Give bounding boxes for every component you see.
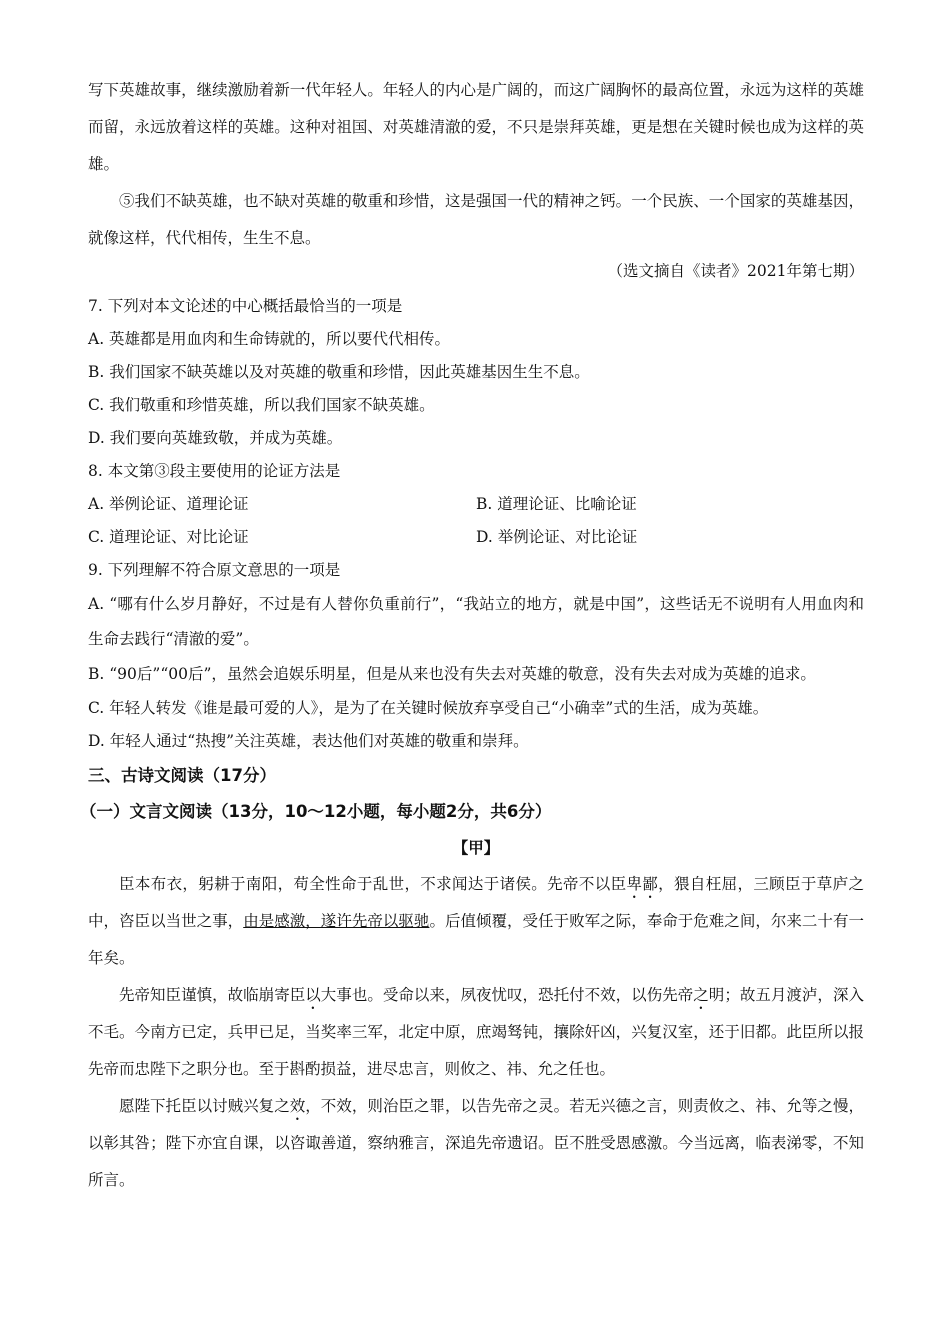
question-9-stem: 9. 下列理解不符合原文意思的一项是 bbox=[88, 561, 341, 579]
question-9-option-b: B. “90后”“00后”，虽然会追娱乐明星，但是从来也没有失去对英雄的敬意，没有失去对成为英雄的追求。 bbox=[88, 665, 816, 683]
classical-p2-part-c: 明；故五月渡泸，深入不毛。今南方已定，兵甲已足，当奖率三军，北定中原，庶竭驽钝，攘除奸凶，兴复汉室，还于旧都。此臣所以报先帝而忠陛下之职分也。至于斟酌损益，进尽忠言，则攸之、祎、允之任也。 bbox=[88, 986, 864, 1078]
section-3-title: 三、古诗文阅读（17分） bbox=[88, 766, 276, 785]
passage-source: （选文摘自《读者》2021年第七期） bbox=[607, 262, 864, 280]
classical-text bbox=[88, 866, 864, 1199]
emphasis-word-yi: 以 bbox=[305, 986, 321, 1004]
classical-paragraph-3 bbox=[88, 1088, 864, 1199]
question-7 bbox=[88, 290, 864, 455]
classical-p1-part-c: 。后值倾覆，受任于败军之际，奉命于危难之间，尔来二十有一年矣。 bbox=[88, 912, 864, 967]
question-8-option-d: D. 举例论证、对比论证 bbox=[476, 528, 638, 546]
question-9-option-a: A. “哪有什么岁月静好，不过是有人替你负重前行”，“我站立的地方，就是中国”，这些话无不说明有人用血肉和生命去践行“清澈的爱”。 bbox=[88, 595, 864, 648]
question-8-options-row-1 bbox=[88, 488, 864, 521]
question-7-option-d: D. 我们要向英雄致敬，并成为英雄。 bbox=[88, 429, 343, 447]
question-9-option-d: D. 年轻人通过“热搜”关注英雄，表达他们对英雄的敬重和崇拜。 bbox=[88, 732, 529, 750]
question-7-stem: 7. 下列对本文论述的中心概括最恰当的一项是 bbox=[88, 297, 403, 315]
question-7-option-b: B. 我们国家不缺英雄以及对英雄的敬重和珍惜，因此英雄基因生生不息。 bbox=[88, 363, 590, 381]
question-8-options-row-2 bbox=[88, 521, 864, 554]
question-7-option-a: A. 英雄都是用血肉和生命铸就的，所以要代代相传。 bbox=[88, 330, 451, 348]
emphasis-word-zhi: 之 bbox=[693, 986, 709, 1004]
question-8-option-b: B. 道理论证、比喻论证 bbox=[476, 495, 637, 513]
section-3-subtitle: （一）文言文阅读（13分，10～12小题，每小题2分，共6分） bbox=[80, 802, 552, 821]
question-8-option-c: C. 道理论证、对比论证 bbox=[88, 528, 249, 546]
question-8 bbox=[88, 455, 864, 554]
classical-p1-part-b: ，猥自枉屈，三顾臣于草庐之中，咨臣以当世之事， bbox=[88, 875, 864, 930]
emphasis-word-xiao: 效 bbox=[289, 1097, 306, 1115]
underlined-sentence: 由是感激，遂许先帝以驱驰 bbox=[243, 912, 430, 930]
question-8-stem: 8. 本文第③段主要使用的论证方法是 bbox=[88, 462, 341, 480]
classical-p2-part-b: 大事也。受命以来，夙夜忧叹，恐托付不效，以伤先帝 bbox=[320, 986, 694, 1004]
classical-paragraph-2 bbox=[88, 977, 864, 1088]
classical-p1-part-a: 臣本布衣，躬耕于南阳，苟全性命于乱世，不求闻达于诸侯。先帝不以臣 bbox=[119, 875, 627, 893]
classical-p3-part-a: 愿陛下托臣以讨贼兴复之 bbox=[119, 1097, 290, 1115]
classical-p3-part-b: ，不效，则治臣之罪，以告先帝之灵。若无兴德之言，则责攸之、祎、允等之慢，以彰其咎；陛下亦宜自课，以咨诹善道，察纳雅言，深追先帝遗诏。臣不胜受恩感激。今当远离，临表涕零，不知所言。 bbox=[88, 1097, 864, 1189]
classical-paragraph-1 bbox=[88, 866, 864, 977]
passage-paragraph-5: ⑤我们不缺英雄，也不缺对英雄的敬重和珍惜，这是强国一代的精神之钙。一个民族、一个国家的英雄基因，就像这样，代代相传，生生不息。 bbox=[88, 192, 864, 247]
classical-p2-part-a: 先帝知臣谨慎，故临崩寄臣 bbox=[119, 986, 306, 1004]
question-9 bbox=[88, 554, 864, 758]
question-8-option-a: A. 举例论证、道理论证 bbox=[88, 495, 249, 513]
document-page bbox=[80, 72, 864, 1199]
passage-paragraph-continued: 写下英雄故事，继续激励着新一代年轻人。年轻人的内心是广阔的，而这广阔胸怀的最高位置，永远为这样的英雄而留，永远放着这样的英雄。这种对祖国、对英雄清澈的爱，不只是崇拜英雄，更是想在关键时候也成为这样的英雄。 bbox=[88, 81, 864, 173]
emphasis-word-beibi: 卑鄙 bbox=[626, 875, 659, 893]
passage-label-jia: 【甲】 bbox=[452, 839, 500, 857]
question-7-option-c: C. 我们敬重和珍惜英雄，所以我们国家不缺英雄。 bbox=[88, 396, 435, 414]
question-9-option-c: C. 年轻人转发《谁是最可爱的人》，是为了在关键时候放弃享受自己“小确幸”式的生活，成为英雄。 bbox=[88, 699, 769, 717]
